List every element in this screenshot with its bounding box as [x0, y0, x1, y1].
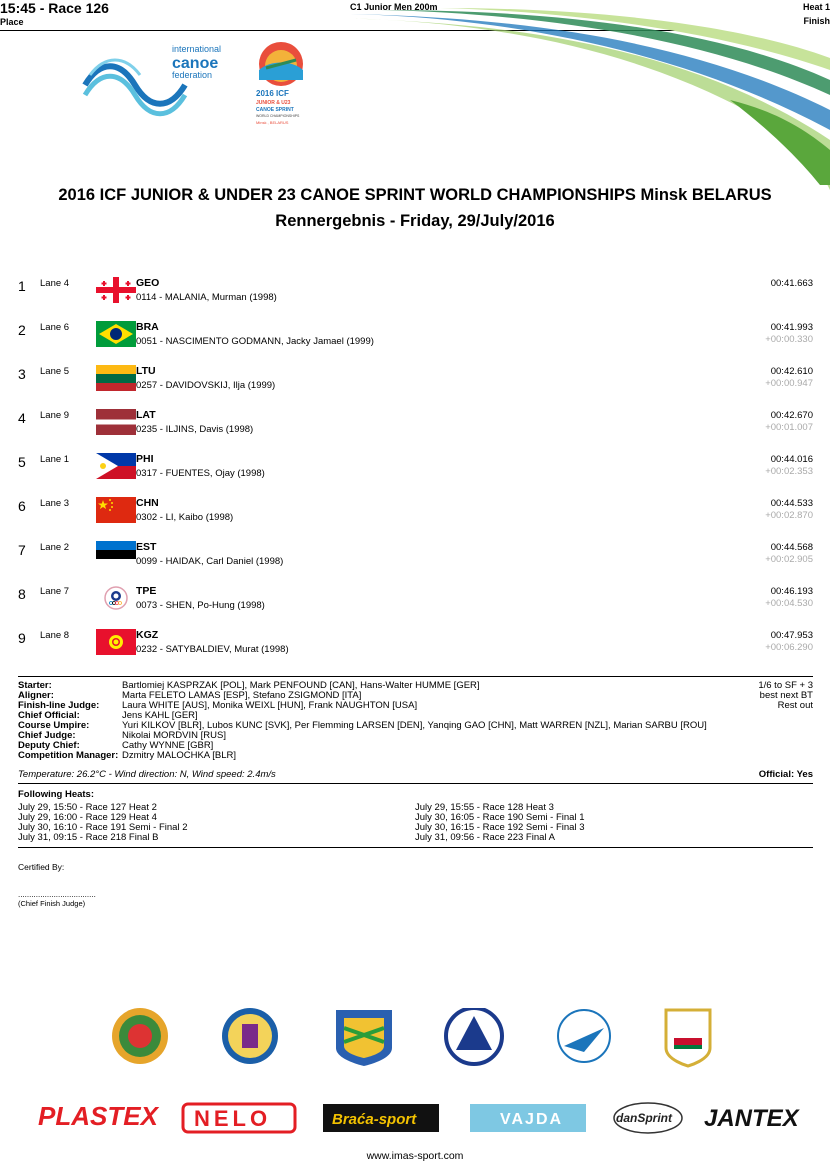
- official-label: Deputy Chief:: [18, 740, 80, 751]
- official-label: Competition Manager:: [18, 750, 119, 761]
- result-athlete: 0099 - HAIDAK, Carl Daniel (1998): [136, 556, 284, 567]
- champ-logo-line2: JUNIOR & U23: [256, 100, 291, 106]
- sponsor-braca-logo: [323, 1104, 439, 1132]
- result-athlete: 0073 - SHEN, Po-Hung (1998): [136, 600, 265, 611]
- divider: [18, 676, 813, 677]
- result-time-diff: +00:06.290: [765, 642, 813, 653]
- result-place: 3: [18, 366, 26, 382]
- official-value: Marta FELETO LAMAS [ESP], Stefano ZSIGMOND [ITA]: [122, 690, 362, 701]
- emblem-1-icon: [112, 1008, 168, 1064]
- result-lane: Lane 5: [40, 366, 70, 377]
- result-time: 00:44.533: [770, 498, 813, 509]
- official-value: Nikolai MORDVIN [RUS]: [122, 730, 226, 741]
- following-heat-item: July 31, 09:56 - Race 223 Final A: [415, 832, 555, 843]
- qualification-line: 1/6 to SF + 3: [758, 680, 813, 691]
- website-link[interactable]: www.imas-sport.com: [366, 1150, 464, 1162]
- official-value: Cathy WYNNE [GBR]: [122, 740, 214, 751]
- race-category: C1 Junior Men 200m: [350, 2, 438, 12]
- champ-logo-line1: 2016 ICF: [256, 89, 289, 98]
- result-lane: Lane 1: [40, 454, 70, 465]
- sponsor-braca-text: Braća-sport: [332, 1111, 417, 1128]
- sponsor-dansprint-logo: [614, 1103, 682, 1133]
- result-row: [18, 496, 813, 536]
- emblem-5-icon: [558, 1010, 610, 1062]
- result-row: [18, 276, 813, 316]
- result-athlete: 0051 - NASCIMENTO GODMANN, Jacky Jamael (1999): [136, 336, 374, 347]
- official-label: Chief Official:: [18, 710, 80, 721]
- sponsor-vajda-text: VAJDA: [500, 1111, 564, 1128]
- result-time: 00:41.993: [770, 322, 813, 333]
- sponsor-plastex-text: PLASTEX: [38, 1101, 158, 1131]
- result-nation: LTU: [136, 365, 156, 377]
- result-athlete: 0302 - LI, Kaibo (1998): [136, 512, 234, 523]
- flag-philippines-icon: [96, 453, 136, 479]
- result-time: 00:42.670: [770, 410, 813, 421]
- following-heat-item: July 29, 15:50 - Race 127 Heat 2: [18, 802, 157, 813]
- result-time-diff: +00:00.330: [765, 334, 813, 345]
- flag-lithuania-icon: [96, 365, 136, 391]
- following-heat-item: July 30, 16:15 - Race 192 Semi - Final 3: [415, 822, 585, 833]
- champ-logo-line5: Minsk , BELARUS: [256, 120, 289, 125]
- page-title: 2016 ICF JUNIOR & UNDER 23 CANOE SPRINT WORLD CHAMPIONSHIPS Minsk BELARUS: [58, 186, 772, 204]
- following-heats-right: [415, 803, 585, 843]
- divider: [18, 847, 813, 848]
- official-label: Starter:: [18, 680, 52, 691]
- result-row: [18, 584, 813, 624]
- result-row: [18, 628, 813, 668]
- result-nation: KGZ: [136, 629, 159, 641]
- result-place: 5: [18, 454, 26, 470]
- flag-estonia-icon: [96, 541, 136, 567]
- result-nation: EST: [136, 541, 157, 553]
- championship-logo: [248, 40, 314, 132]
- result-place: 6: [18, 498, 26, 514]
- qualification-line: Rest out: [777, 700, 813, 711]
- result-time: 00:44.568: [770, 542, 813, 553]
- result-lane: Lane 2: [40, 542, 70, 553]
- qualification-line: best next BT: [759, 690, 813, 701]
- sponsor-jantex-text: JANTEX: [704, 1105, 799, 1132]
- sponsor-dansprint-text: danSprint: [616, 1111, 672, 1125]
- signature-line: ...................................: [18, 890, 96, 899]
- result-nation: TPE: [136, 585, 157, 597]
- emblem-2-icon: [222, 1008, 278, 1064]
- certified-by-label: Certified By:: [18, 862, 65, 872]
- result-time: 00:44.016: [770, 454, 813, 465]
- header-swoosh-graphic: [290, 0, 830, 190]
- official-status: Official: Yes: [758, 769, 813, 780]
- result-place: 8: [18, 586, 26, 602]
- result-nation: LAT: [136, 409, 156, 421]
- flag-kyrgyzstan-icon: [96, 629, 136, 655]
- flag-chinese-taipei-icon: [96, 585, 136, 611]
- result-row: [18, 452, 813, 492]
- official-label: Aligner:: [18, 690, 54, 701]
- flag-latvia-icon: [96, 409, 136, 435]
- icf-logo: [80, 40, 240, 130]
- following-heat-item: July 31, 09:15 - Race 218 Final B: [18, 832, 159, 843]
- following-heat-item: July 29, 16:00 - Race 129 Heat 4: [18, 812, 157, 823]
- result-athlete: 0317 - FUENTES, Ojay (1998): [136, 468, 265, 479]
- divider: [18, 783, 813, 784]
- result-place: 7: [18, 542, 26, 558]
- result-athlete: 0235 - ILJINS, Davis (1998): [136, 424, 254, 435]
- result-lane: Lane 8: [40, 630, 70, 641]
- result-athlete: 0114 - MALANIA, Murman (1998): [136, 292, 277, 303]
- result-row: [18, 320, 813, 360]
- result-row: [18, 408, 813, 448]
- result-time-diff: +00:01.007: [765, 422, 813, 433]
- result-time-diff: +00:02.353: [765, 466, 813, 477]
- result-time: 00:41.663: [770, 278, 813, 289]
- official-label: Chief Judge:: [18, 730, 76, 741]
- official-value: Yuri KILKOV [BLR], Lubos KUNC [SVK], Per Flemming LARSEN [DEN], Yanqing GAO [CHN], Matt WARREN [NZL], Marian SARBU [ROU]: [122, 720, 707, 731]
- result-time-diff: +00:00.947: [765, 378, 813, 389]
- page-subtitle: Rennergebnis - Friday, 29/July/2016: [275, 212, 555, 230]
- result-place: 2: [18, 322, 26, 338]
- result-nation: GEO: [136, 277, 160, 289]
- sponsor-vajda-logo: [470, 1104, 586, 1132]
- result-time: 00:46.193: [770, 586, 813, 597]
- result-athlete: 0232 - SATYBALDIEV, Murat (1998): [136, 644, 289, 655]
- weather-info: Temperature: 26.2°C - Wind direction: N, Wind speed: 2.4m/s: [18, 769, 276, 780]
- result-time-diff: +00:04.530: [765, 598, 813, 609]
- sponsor-jantex-logo: [704, 1105, 801, 1132]
- official-label: Finish-line Judge:: [18, 700, 100, 711]
- champ-logo-line4: WORLD CHAMPIONSHIPS: [256, 114, 300, 118]
- emblem-4-icon: [446, 1008, 502, 1064]
- following-heats-left: [18, 803, 188, 843]
- result-lane: Lane 3: [40, 498, 70, 509]
- chief-finish-judge-label: (Chief Finish Judge): [18, 899, 86, 908]
- result-place: 9: [18, 630, 26, 646]
- result-nation: BRA: [136, 321, 159, 333]
- sponsor-nelo-logo: [183, 1104, 295, 1132]
- finish-column-label: Finish: [803, 16, 830, 26]
- race-time-number: 15:45 - Race 126: [0, 0, 109, 16]
- following-heat-item: July 29, 15:55 - Race 128 Heat 3: [415, 802, 554, 813]
- place-column-label: Place: [0, 17, 24, 27]
- icf-logo-line3: federation: [172, 70, 213, 80]
- icf-logo-line2: canoe: [172, 55, 219, 72]
- result-time-diff: +00:02.905: [765, 554, 813, 565]
- official-value: Jens KAHL [GER]: [122, 710, 198, 721]
- result-nation: CHN: [136, 497, 159, 509]
- sponsor-nelo-text: NELO: [194, 1106, 272, 1131]
- result-row: [18, 540, 813, 580]
- result-athlete: 0257 - DAVIDOVSKIJ, Ilja (1999): [136, 380, 276, 391]
- official-label: Course Umpire:: [18, 720, 90, 731]
- official-value: Laura WHITE [AUS], Monika WEIXL [HUN], Frank NAUGHTON [USA]: [122, 700, 418, 711]
- champ-logo-line3: CANOE SPRINT: [256, 107, 294, 113]
- flag-china-icon: [96, 497, 136, 523]
- race-heat: Heat 1: [802, 2, 830, 12]
- flag-georgia-icon: [96, 277, 136, 303]
- result-lane: Lane 4: [40, 278, 70, 289]
- following-heat-item: July 30, 16:10 - Race 191 Semi - Final 2: [18, 822, 188, 833]
- result-time-diff: +00:02.870: [765, 510, 813, 521]
- sponsor-plastex-logo: [38, 1101, 160, 1131]
- result-lane: Lane 6: [40, 322, 70, 333]
- flag-brazil-icon: [96, 321, 136, 347]
- emblem-3-icon: [336, 1010, 392, 1066]
- official-value: Bartlomiej KASPRZAK [POL], Mark PENFOUND [CAN], Hans-Walter HUMME [GER]: [122, 680, 480, 691]
- result-time: 00:42.610: [770, 366, 813, 377]
- result-lane: Lane 7: [40, 586, 70, 597]
- result-place: 4: [18, 410, 26, 426]
- official-value: Dzmitry MALOCHKA [BLR]: [122, 750, 237, 761]
- result-place: 1: [18, 278, 26, 294]
- result-row: [18, 364, 813, 404]
- following-heat-item: July 30, 16:05 - Race 190 Semi - Final 1: [415, 812, 585, 823]
- emblem-6-icon: [666, 1010, 710, 1066]
- result-nation: PHI: [136, 453, 154, 465]
- sponsor-logos: [18, 1008, 813, 1140]
- following-heats-title: Following Heats:: [18, 789, 94, 800]
- result-lane: Lane 9: [40, 410, 70, 421]
- qualification-rules: [758, 681, 813, 711]
- result-time: 00:47.953: [770, 630, 813, 641]
- icf-logo-line1: international: [172, 44, 222, 54]
